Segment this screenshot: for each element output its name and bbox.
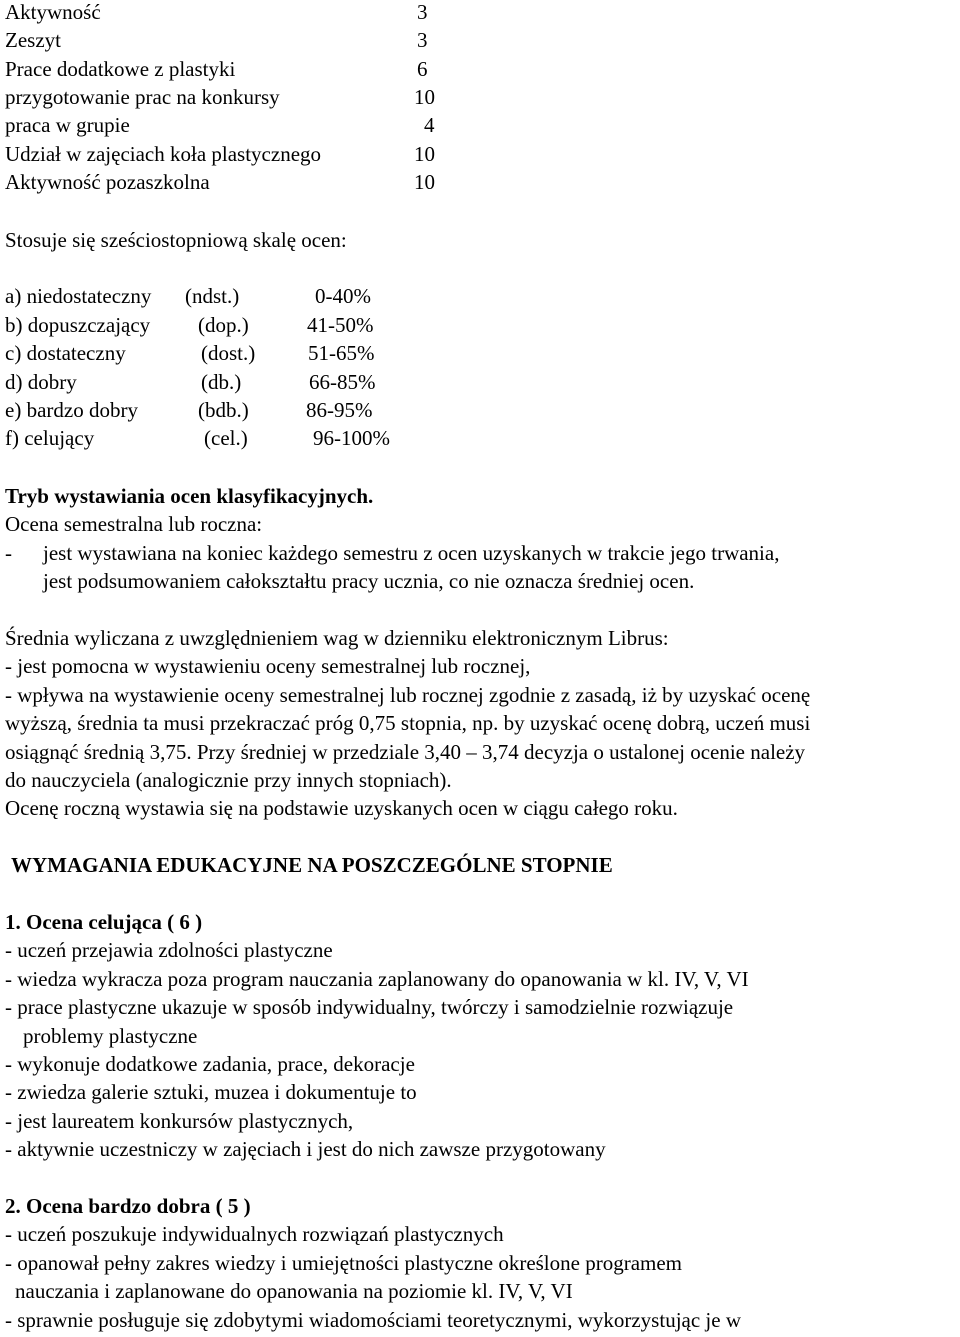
activity-value-2: 6 <box>417 57 428 81</box>
average-line: Średnia wyliczana z uwzględnieniem wag w dzienniku elektronicznym Librus: <box>5 626 669 650</box>
grade-name: b) dopuszczający <box>5 313 151 337</box>
requirement-line: - aktywnie uczestniczy w zajęciach i jest do nich zawsze przygotowany <box>5 1137 606 1161</box>
grade-range: 86-95% <box>306 398 373 422</box>
activity-label-0: Aktywność <box>5 0 101 24</box>
mode-heading: Tryb wystawiania ocen klasyfikacyjnych. <box>5 484 374 508</box>
activity-value-4: 4 <box>424 113 435 137</box>
bullet-dash: - <box>5 541 12 565</box>
requirement-line: - prace plastyczne ukazuje w sposób indywidualny, twórczy i samodzielnie rozwiązuje <box>5 995 734 1019</box>
grade-row <box>5 424 390 452</box>
grade-code: (db.) <box>201 370 242 394</box>
section-heading: 2. Ocena bardzo dobra ( 5 ) <box>5 1194 251 1218</box>
activity-label-2: Prace dodatkowe z plastyki <box>5 57 236 81</box>
grade-name: e) bardzo dobry <box>5 398 138 422</box>
average-line: - jest pomocna w wystawieniu oceny semestralnej lub rocznej, <box>5 654 531 678</box>
scale-heading: Stosuje się sześciostopniową skalę ocen: <box>5 228 347 252</box>
grade-range: 41-50% <box>307 313 374 337</box>
grade-range: 51-65% <box>308 341 375 365</box>
requirement-line: - zwiedza galerie sztuki, muzea i dokumentuje to <box>5 1080 417 1104</box>
average-line: do nauczyciela (analogicznie przy innych stopniach). <box>5 768 452 792</box>
grade-code: (dost.) <box>201 341 256 365</box>
grade-code: (bdb.) <box>198 398 249 422</box>
activity-label-3: przygotowanie prac na konkursy <box>5 85 280 109</box>
grade-row <box>5 339 375 367</box>
grade-row <box>5 396 373 424</box>
semester-bullet-continuation: jest podsumowaniem całokształtu pracy ucznia, co nie oznacza średniej ocen. <box>43 569 695 593</box>
semester-intro: Ocena semestralna lub roczna: <box>5 512 263 536</box>
grade-row <box>5 282 371 310</box>
requirement-line: - opanował pełny zakres wiedzy i umiejętności plastyczne określone programem <box>5 1251 683 1275</box>
requirement-line: - wykonuje dodatkowe zadania, prace, dekoracje <box>5 1052 415 1076</box>
grade-code: (cel.) <box>204 426 248 450</box>
activity-label-4: praca w grupie <box>5 113 130 137</box>
grade-row <box>5 368 376 396</box>
grade-code: (dop.) <box>198 313 249 337</box>
semester-bullet <box>5 539 955 567</box>
grade-range: 66-85% <box>309 370 376 394</box>
grade-range: 0-40% <box>315 284 371 308</box>
grade-row <box>5 311 374 339</box>
average-line: osiągnąć średnią 3,75. Przy średniej w przedziale 3,40 – 3,74 decyzja o ustalonej ocenie należy <box>5 740 806 764</box>
activity-value-6: 10 <box>414 170 435 194</box>
section-heading: 1. Ocena celująca ( 6 ) <box>5 910 203 934</box>
requirement-line: nauczania i zaplanowane do opanowania na poziomie kl. IV, V, VI <box>15 1279 573 1303</box>
requirements-heading: WYMAGANIA EDUKACYJNE NA POSZCZEGÓLNE STOPNIE <box>11 853 613 877</box>
activity-label-5: Udział w zajęciach koła plastycznego <box>5 142 322 166</box>
activity-value-5: 10 <box>414 142 435 166</box>
grade-name: c) dostateczny <box>5 341 126 365</box>
requirement-line: - sprawnie posługuje się zdobytymi wiadomościami teoretycznymi, wykorzystując je w <box>5 1308 741 1332</box>
requirement-line: - wiedza wykracza poza program nauczania zaplanowany do opanowania w kl. IV, V, VI <box>5 967 749 991</box>
grade-name: d) dobry <box>5 370 77 394</box>
activity-value-1: 3 <box>417 28 428 52</box>
activity-label-1: Zeszyt <box>5 28 61 52</box>
requirement-line: problemy plastyczne <box>23 1024 198 1048</box>
average-line: - wpływa na wystawienie oceny semestralnej lub rocznej zgodnie z zasadą, iż by uzyskać ocenę <box>5 683 811 707</box>
activity-label-6: Aktywność pozaszkolna <box>5 170 210 194</box>
requirement-line: - jest laureatem konkursów plastycznych, <box>5 1109 354 1133</box>
bullet-text: jest wystawiana na koniec każdego semestru z ocen uzyskanych w trakcie jego trwania, <box>43 541 780 565</box>
activity-value-0: 3 <box>417 0 428 24</box>
requirement-line: - uczeń przejawia zdolności plastyczne <box>5 938 333 962</box>
grade-name: f) celujący <box>5 426 95 450</box>
average-line: wyższą, średnia ta musi przekraczać próg 0,75 stopnia, np. by uzyskać ocenę dobrą, uczeń musi <box>5 711 811 735</box>
grade-code: (ndst.) <box>185 284 240 308</box>
requirement-line: - uczeń poszukuje indywidualnych rozwiązań plastycznych <box>5 1222 504 1246</box>
grade-range: 96-100% <box>313 426 390 450</box>
activity-value-3: 10 <box>414 85 435 109</box>
grade-name: a) niedostateczny <box>5 284 152 308</box>
average-line: Ocenę roczną wystawia się na podstawie uzyskanych ocen w ciągu całego roku. <box>5 796 678 820</box>
